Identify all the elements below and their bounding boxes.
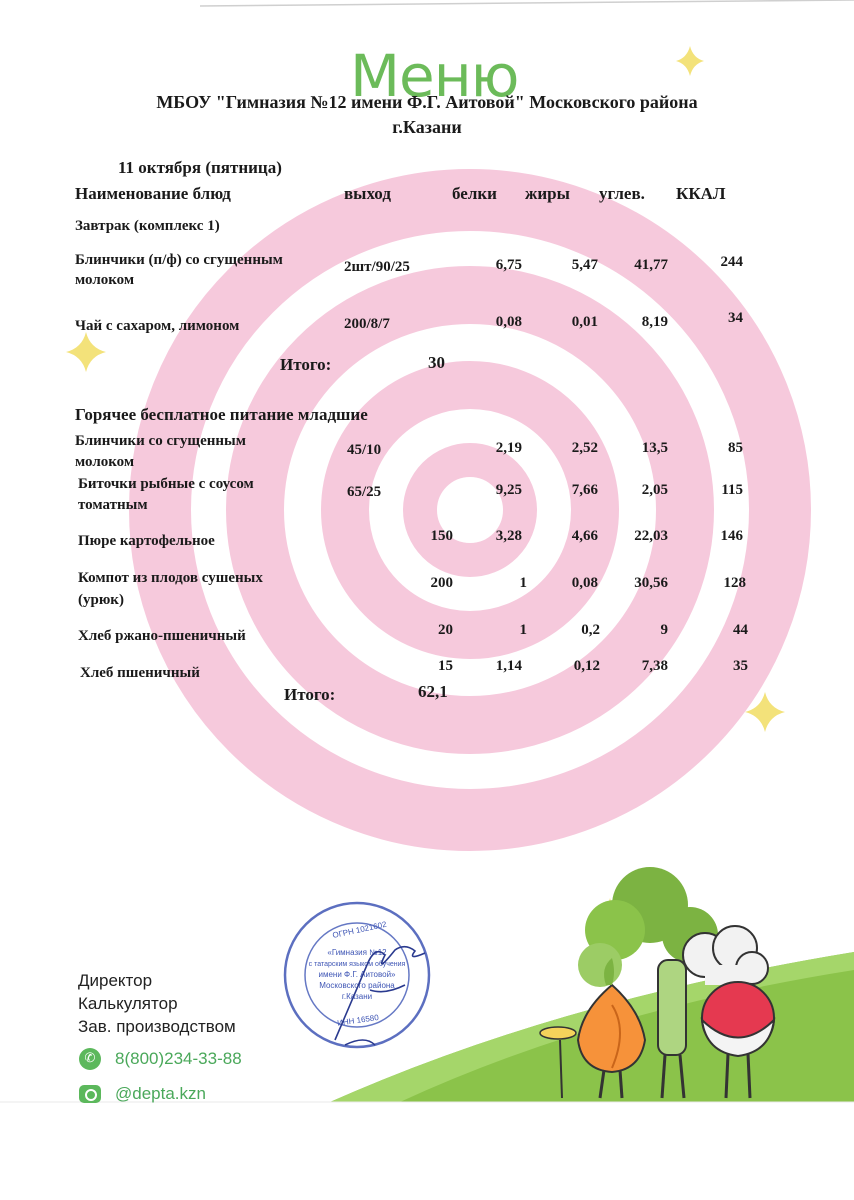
phone-icon: ✆ bbox=[79, 1048, 101, 1070]
col-carbs: углев. bbox=[599, 184, 645, 203]
dish-protein: 2,19 bbox=[495, 440, 522, 456]
dish-output: 150 bbox=[430, 528, 453, 544]
dish-output: 200/8/7 bbox=[344, 316, 390, 332]
dish-output: 2шт/90/25 bbox=[344, 259, 410, 275]
dish-fat: 0,12 bbox=[573, 658, 600, 674]
dish-name: Хлеб пшеничный bbox=[80, 665, 200, 681]
role-director: Директор bbox=[78, 971, 153, 990]
dish-output: 200 bbox=[430, 575, 453, 591]
dish-kcal: 128 bbox=[723, 575, 746, 591]
dish-fat: 2,52 bbox=[571, 440, 598, 456]
dish-protein: 9,25 bbox=[495, 482, 522, 498]
dish-fat: 0,01 bbox=[571, 314, 598, 330]
dish-kcal: 85 bbox=[728, 440, 743, 456]
phone-number: 8(800)234-33-88 bbox=[115, 1049, 242, 1068]
dish-name: Биточки рыбные с соусом bbox=[78, 476, 254, 492]
dish-name-cont: (урюк) bbox=[78, 592, 124, 608]
dish-carbs: 2,05 bbox=[641, 482, 668, 498]
dish-name: Блинчики со сгущенным bbox=[75, 433, 246, 449]
breakfast-title: Завтрак (комплекс 1) bbox=[75, 218, 220, 234]
dish-name: Чай с сахаром, лимоном bbox=[75, 318, 240, 334]
dish-output: 45/10 bbox=[347, 442, 382, 458]
dish-name-cont: томатным bbox=[78, 497, 148, 513]
dish-carbs: 30,56 bbox=[634, 575, 668, 591]
school-name-line2: г.Казани bbox=[392, 117, 462, 137]
dish-protein: 3,28 bbox=[495, 528, 522, 544]
dish-carbs: 13,5 bbox=[641, 440, 668, 456]
menu-date: 11 октября (пятница) bbox=[118, 158, 282, 177]
stamp-line: г.Казани bbox=[341, 992, 373, 1001]
stamp-line: имени Ф.Г. Аитовой» bbox=[318, 970, 396, 979]
dish-kcal: 244 bbox=[720, 254, 743, 270]
school-stamp bbox=[275, 895, 440, 1060]
dish-carbs: 9 bbox=[660, 622, 668, 638]
stamp-inn: ИНН 16580 bbox=[336, 1013, 380, 1028]
dish-protein: 1 bbox=[519, 575, 527, 591]
dish-kcal: 34 bbox=[728, 310, 743, 326]
dish-protein: 1 bbox=[519, 622, 527, 638]
dish-fat: 4,66 bbox=[571, 528, 598, 544]
breakfast-total-label: Итого: bbox=[280, 355, 332, 374]
dish-output: 20 bbox=[438, 622, 453, 638]
lunch-title: Горячее бесплатное питание младшие bbox=[75, 405, 368, 424]
stamp-line: Московского района bbox=[319, 981, 395, 990]
menu-word: Меню bbox=[350, 42, 519, 110]
instagram-handle: @depta.kzn bbox=[115, 1084, 206, 1103]
col-kcal: ККАЛ bbox=[676, 184, 726, 203]
dish-carbs: 7,38 bbox=[641, 658, 668, 674]
role-production-head: Зав. производством bbox=[78, 1017, 236, 1036]
stamp-ogrn: ОГРН 1021602 bbox=[331, 919, 388, 940]
col-fat: жиры bbox=[525, 184, 570, 203]
dish-kcal: 44 bbox=[733, 622, 748, 638]
lunch-total-label: Итого: bbox=[284, 685, 336, 704]
school-name-line1: МБОУ "Гимназия №12 имени Ф.Г. Аитовой" Московского района bbox=[156, 92, 698, 112]
role-calculator: Калькулятор bbox=[78, 994, 178, 1013]
dish-name-cont: молоком bbox=[75, 272, 135, 288]
dish-protein: 6,75 bbox=[495, 257, 522, 273]
stamp-line: «Гимназия №12 bbox=[327, 948, 387, 957]
dish-fat: 0,08 bbox=[571, 575, 598, 591]
lunch-total-value: 62,1 bbox=[418, 682, 448, 701]
dish-protein: 1,14 bbox=[495, 658, 522, 674]
dish-kcal: 35 bbox=[733, 658, 748, 674]
dish-protein: 0,08 bbox=[495, 314, 522, 330]
col-protein: белки bbox=[452, 184, 497, 203]
dish-kcal: 146 bbox=[720, 528, 743, 544]
dish-output: 65/25 bbox=[347, 484, 382, 500]
dish-fat: 5,47 bbox=[571, 257, 598, 273]
col-output: выход bbox=[344, 184, 391, 203]
dish-fat: 7,66 bbox=[571, 482, 598, 498]
dish-fat: 0,2 bbox=[581, 622, 600, 638]
dish-carbs: 22,03 bbox=[634, 528, 668, 544]
breakfast-total-value: 30 bbox=[428, 353, 445, 372]
dish-carbs: 41,77 bbox=[634, 257, 668, 273]
col-name: Наименование блюд bbox=[75, 184, 231, 203]
instagram-icon bbox=[79, 1085, 101, 1103]
dish-carbs: 8,19 bbox=[641, 314, 668, 330]
dish-name: Компот из плодов сушеных bbox=[78, 570, 263, 586]
dish-kcal: 115 bbox=[721, 482, 743, 498]
dish-name-cont: молоком bbox=[75, 454, 135, 470]
stamp-line: с татарским языком обучения bbox=[308, 961, 406, 968]
dish-name: Блинчики (п/ф) со сгущенным bbox=[75, 252, 283, 268]
dish-output: 15 bbox=[438, 658, 453, 674]
dish-name: Хлеб ржано-пшеничный bbox=[78, 628, 246, 644]
dish-name: Пюре картофельное bbox=[78, 533, 215, 549]
